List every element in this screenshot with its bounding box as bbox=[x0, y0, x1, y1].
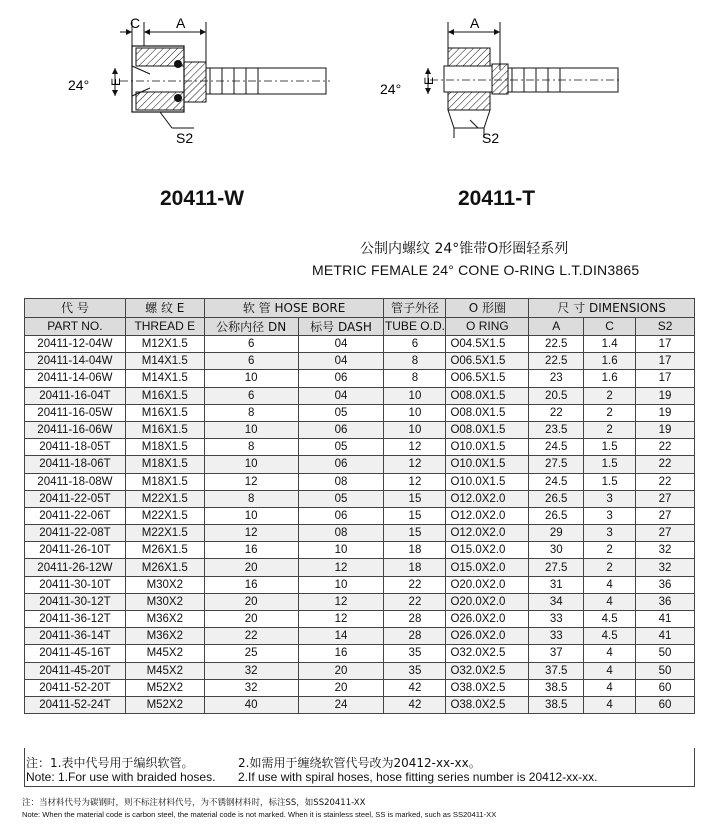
cell-dim-s2: 41 bbox=[636, 611, 695, 628]
header-part-cn: 代 号 bbox=[25, 299, 126, 318]
cell-dim-s2: 36 bbox=[636, 593, 695, 610]
cell-hose-dn: 8 bbox=[204, 439, 298, 456]
cell-part-no: 20411-14-06W bbox=[25, 370, 126, 387]
cell-dim-a: 34 bbox=[529, 593, 584, 610]
cell-hose-dn: 10 bbox=[204, 421, 298, 438]
cell-dim-s2: 19 bbox=[636, 404, 695, 421]
cell-hose-dash: 20 bbox=[298, 679, 384, 696]
cell-dim-c: 1.6 bbox=[584, 353, 636, 370]
cell-part-no: 20411-18-05T bbox=[25, 439, 126, 456]
fitting-drawing-t bbox=[370, 10, 650, 150]
table-row bbox=[25, 593, 695, 610]
header-tube-cn: 管子外径 bbox=[384, 299, 446, 318]
cell-dim-c: 1.6 bbox=[584, 370, 636, 387]
header-dimensions: 尺 寸 DIMENSIONS bbox=[529, 299, 695, 318]
cell-dim-c: 4 bbox=[584, 662, 636, 679]
cell-o-ring: O20.0X2.0 bbox=[446, 593, 529, 610]
cell-hose-dash: 04 bbox=[298, 336, 384, 353]
cell-thread: M14X1.5 bbox=[125, 370, 204, 387]
table-row bbox=[25, 507, 695, 524]
cell-hose-dash: 05 bbox=[298, 490, 384, 507]
cell-hose-dash: 06 bbox=[298, 507, 384, 524]
cell-hose-dash: 20 bbox=[298, 662, 384, 679]
header-thread-en: THREAD E bbox=[125, 317, 204, 336]
cell-dim-c: 1.5 bbox=[584, 456, 636, 473]
cell-part-no: 20411-26-12W bbox=[25, 559, 126, 576]
cell-dim-a: 38.5 bbox=[529, 696, 584, 713]
cell-hose-dash: 10 bbox=[298, 542, 384, 559]
cell-thread: M18X1.5 bbox=[125, 473, 204, 490]
cell-dim-c: 1.5 bbox=[584, 439, 636, 456]
cell-thread: M18X1.5 bbox=[125, 456, 204, 473]
cell-dim-c: 2 bbox=[584, 387, 636, 404]
cell-tube-od: 42 bbox=[384, 679, 446, 696]
cell-o-ring: O12.0X2.0 bbox=[446, 507, 529, 524]
cell-dim-a: 24.5 bbox=[529, 473, 584, 490]
cell-dim-a: 22 bbox=[529, 404, 584, 421]
cell-hose-dash: 12 bbox=[298, 593, 384, 610]
cell-dim-s2: 27 bbox=[636, 525, 695, 542]
cell-hose-dash: 12 bbox=[298, 559, 384, 576]
table-row bbox=[25, 370, 695, 387]
dim-e-label: E bbox=[422, 76, 436, 85]
cell-tube-od: 18 bbox=[384, 559, 446, 576]
cell-thread: M18X1.5 bbox=[125, 439, 204, 456]
cell-o-ring: O38.0X2.5 bbox=[446, 696, 529, 713]
cell-dim-s2: 32 bbox=[636, 542, 695, 559]
cell-hose-dn: 12 bbox=[204, 473, 298, 490]
cell-dim-a: 27.5 bbox=[529, 559, 584, 576]
cell-thread: M22X1.5 bbox=[125, 490, 204, 507]
cell-part-no: 20411-22-06T bbox=[25, 507, 126, 524]
dim-a-label: A bbox=[176, 15, 186, 31]
header-a: A bbox=[529, 317, 584, 336]
cell-dim-c: 4.5 bbox=[584, 628, 636, 645]
header-hose-bore: 软 管 HOSE BORE bbox=[204, 299, 384, 318]
cell-tube-od: 28 bbox=[384, 628, 446, 645]
cell-hose-dash: 08 bbox=[298, 473, 384, 490]
cell-hose-dn: 16 bbox=[204, 542, 298, 559]
cell-tube-od: 22 bbox=[384, 576, 446, 593]
cell-tube-od: 18 bbox=[384, 542, 446, 559]
cell-thread: M22X1.5 bbox=[125, 525, 204, 542]
table-row bbox=[25, 696, 695, 713]
cell-hose-dash: 10 bbox=[298, 576, 384, 593]
cell-dim-s2: 17 bbox=[636, 336, 695, 353]
table-row bbox=[25, 456, 695, 473]
cell-dim-s2: 41 bbox=[636, 628, 695, 645]
cell-dim-a: 26.5 bbox=[529, 507, 584, 524]
cell-o-ring: O26.0X2.0 bbox=[446, 628, 529, 645]
cell-dim-a: 24.5 bbox=[529, 439, 584, 456]
header-c: C bbox=[584, 317, 636, 336]
table-row bbox=[25, 542, 695, 559]
cell-hose-dn: 8 bbox=[204, 490, 298, 507]
cell-o-ring: O15.0X2.0 bbox=[446, 542, 529, 559]
cell-part-no: 20411-36-14T bbox=[25, 628, 126, 645]
table-row bbox=[25, 421, 695, 438]
header-tube-en: TUBE O.D. bbox=[384, 317, 446, 336]
cell-o-ring: O08.0X1.5 bbox=[446, 421, 529, 438]
cell-hose-dash: 06 bbox=[298, 421, 384, 438]
cell-part-no: 20411-16-06W bbox=[25, 421, 126, 438]
cone-angle-label: 24° bbox=[380, 81, 402, 97]
cell-dim-a: 29 bbox=[529, 525, 584, 542]
cell-dim-c: 3 bbox=[584, 525, 636, 542]
cell-part-no: 20411-52-20T bbox=[25, 679, 126, 696]
header-s2: S2 bbox=[636, 317, 695, 336]
cell-part-no: 20411-22-05T bbox=[25, 490, 126, 507]
cell-hose-dn: 10 bbox=[204, 507, 298, 524]
cell-o-ring: O10.0X1.5 bbox=[446, 456, 529, 473]
cell-tube-od: 22 bbox=[384, 593, 446, 610]
cell-tube-od: 42 bbox=[384, 696, 446, 713]
cell-dim-a: 33 bbox=[529, 611, 584, 628]
cell-hose-dash: 12 bbox=[298, 611, 384, 628]
cell-o-ring: O06.5X1.5 bbox=[446, 370, 529, 387]
cell-dim-a: 23 bbox=[529, 370, 584, 387]
cell-part-no: 20411-52-24T bbox=[25, 696, 126, 713]
cell-hose-dn: 32 bbox=[204, 662, 298, 679]
table-row bbox=[25, 611, 695, 628]
cell-part-no: 20411-16-05W bbox=[25, 404, 126, 421]
cell-tube-od: 15 bbox=[384, 490, 446, 507]
cell-dim-s2: 19 bbox=[636, 421, 695, 438]
cell-part-no: 20411-18-08W bbox=[25, 473, 126, 490]
dim-a-label: A bbox=[470, 15, 480, 31]
cell-dim-s2: 19 bbox=[636, 387, 695, 404]
cell-tube-od: 8 bbox=[384, 353, 446, 370]
table-row bbox=[25, 679, 695, 696]
table-row bbox=[25, 559, 695, 576]
cell-hose-dn: 10 bbox=[204, 456, 298, 473]
header-oring-cn: O 形圈 bbox=[446, 299, 529, 318]
cell-part-no: 20411-22-08T bbox=[25, 525, 126, 542]
cell-hose-dash: 04 bbox=[298, 387, 384, 404]
cell-thread: M16X1.5 bbox=[125, 421, 204, 438]
footnote-en: Note: When the material code is carbon steel, the material code is not marked. When it is stainless steel, SS is marked, such as SS20411-XX bbox=[22, 810, 497, 819]
cell-dim-c: 4 bbox=[584, 576, 636, 593]
cell-dim-s2: 17 bbox=[636, 353, 695, 370]
cell-part-no: 20411-30-10T bbox=[25, 576, 126, 593]
footnote-cn: 注：当材料代号为碳钢时，则不标注材料代号，为不锈钢材料时，标注SS，如SS20411-XX bbox=[22, 798, 366, 808]
cell-hose-dn: 40 bbox=[204, 696, 298, 713]
cell-tube-od: 28 bbox=[384, 611, 446, 628]
cell-hose-dn: 20 bbox=[204, 559, 298, 576]
cell-hose-dn: 20 bbox=[204, 593, 298, 610]
cell-thread: M26X1.5 bbox=[125, 542, 204, 559]
header-dash: 标号 DASH bbox=[298, 317, 384, 336]
cell-dim-c: 4 bbox=[584, 645, 636, 662]
cell-o-ring: O32.0X2.5 bbox=[446, 662, 529, 679]
note-en-1: Note: 1.For use with braided hoses. bbox=[26, 770, 216, 784]
cell-dim-a: 37.5 bbox=[529, 662, 584, 679]
title-chinese: 公制内螺纹 24°锥带O形圈轻系列 bbox=[360, 241, 569, 257]
cell-thread: M30X2 bbox=[125, 593, 204, 610]
table-row bbox=[25, 473, 695, 490]
cell-dim-s2: 50 bbox=[636, 645, 695, 662]
cell-hose-dn: 25 bbox=[204, 645, 298, 662]
table-row bbox=[25, 404, 695, 421]
header-part-en: PART NO. bbox=[25, 317, 126, 336]
cell-dim-s2: 32 bbox=[636, 559, 695, 576]
cell-hose-dash: 05 bbox=[298, 439, 384, 456]
cell-part-no: 20411-16-04T bbox=[25, 387, 126, 404]
cell-hose-dash: 08 bbox=[298, 525, 384, 542]
cell-tube-od: 6 bbox=[384, 336, 446, 353]
cell-thread: M45X2 bbox=[125, 662, 204, 679]
cell-dim-a: 37 bbox=[529, 645, 584, 662]
cell-tube-od: 12 bbox=[384, 473, 446, 490]
cell-o-ring: O08.0X1.5 bbox=[446, 387, 529, 404]
cell-dim-s2: 60 bbox=[636, 696, 695, 713]
model-label-w: 20411-W bbox=[160, 187, 245, 210]
cell-hose-dash: 05 bbox=[298, 404, 384, 421]
cell-o-ring: O15.0X2.0 bbox=[446, 559, 529, 576]
table-row bbox=[25, 662, 695, 679]
cell-dim-c: 4.5 bbox=[584, 611, 636, 628]
cell-hose-dn: 6 bbox=[204, 353, 298, 370]
cell-dim-a: 22.5 bbox=[529, 353, 584, 370]
cell-hose-dn: 12 bbox=[204, 525, 298, 542]
cell-dim-s2: 27 bbox=[636, 490, 695, 507]
cell-thread: M16X1.5 bbox=[125, 404, 204, 421]
cell-dim-s2: 50 bbox=[636, 662, 695, 679]
cell-tube-od: 35 bbox=[384, 662, 446, 679]
cell-thread: M14X1.5 bbox=[125, 353, 204, 370]
cell-dim-c: 4 bbox=[584, 593, 636, 610]
dim-s2-label: S2 bbox=[176, 130, 194, 146]
cell-dim-c: 4 bbox=[584, 679, 636, 696]
cell-dim-c: 1.5 bbox=[584, 473, 636, 490]
cell-dim-a: 26.5 bbox=[529, 490, 584, 507]
cell-tube-od: 8 bbox=[384, 370, 446, 387]
model-label-t: 20411-T bbox=[458, 187, 536, 210]
cell-dim-s2: 22 bbox=[636, 473, 695, 490]
note-cn-2: 2.如需用于缠绕软管代号改为20412-xx-xx。 bbox=[238, 756, 481, 770]
cell-dim-c: 4 bbox=[584, 696, 636, 713]
table-row bbox=[25, 628, 695, 645]
cell-part-no: 20411-14-04W bbox=[25, 353, 126, 370]
title-english: METRIC FEMALE 24° CONE O-RING L.T.DIN3865 bbox=[312, 262, 640, 278]
cell-tube-od: 10 bbox=[384, 387, 446, 404]
cell-thread: M22X1.5 bbox=[125, 507, 204, 524]
cell-hose-dash: 06 bbox=[298, 370, 384, 387]
cell-hose-dash: 04 bbox=[298, 353, 384, 370]
cell-hose-dash: 06 bbox=[298, 456, 384, 473]
cell-dim-a: 30 bbox=[529, 542, 584, 559]
cell-hose-dn: 8 bbox=[204, 404, 298, 421]
cell-thread: M36X2 bbox=[125, 611, 204, 628]
cell-part-no: 20411-36-12T bbox=[25, 611, 126, 628]
cell-tube-od: 35 bbox=[384, 645, 446, 662]
cell-tube-od: 10 bbox=[384, 404, 446, 421]
cell-part-no: 20411-45-16T bbox=[25, 645, 126, 662]
table-row bbox=[25, 387, 695, 404]
cell-dim-s2: 36 bbox=[636, 576, 695, 593]
cell-tube-od: 10 bbox=[384, 421, 446, 438]
cell-o-ring: O10.0X1.5 bbox=[446, 439, 529, 456]
cell-o-ring: O32.0X2.5 bbox=[446, 645, 529, 662]
header-dn: 公称内径 DN bbox=[204, 317, 298, 336]
cell-tube-od: 15 bbox=[384, 507, 446, 524]
note-en-2: 2.If use with spiral hoses, hose fitting series number is 20412-xx-xx. bbox=[238, 770, 598, 784]
cell-dim-a: 23.5 bbox=[529, 421, 584, 438]
cell-dim-c: 2 bbox=[584, 421, 636, 438]
table-row bbox=[25, 353, 695, 370]
cell-hose-dn: 6 bbox=[204, 387, 298, 404]
cell-o-ring: O04.5X1.5 bbox=[446, 336, 529, 353]
cell-dim-s2: 22 bbox=[636, 456, 695, 473]
cell-thread: M52X2 bbox=[125, 696, 204, 713]
header-oring-en: O RING bbox=[446, 317, 529, 336]
table-row bbox=[25, 525, 695, 542]
cell-dim-c: 2 bbox=[584, 404, 636, 421]
cell-dim-c: 3 bbox=[584, 490, 636, 507]
cell-dim-c: 2 bbox=[584, 559, 636, 576]
cell-part-no: 20411-18-06T bbox=[25, 456, 126, 473]
cell-thread: M12X1.5 bbox=[125, 336, 204, 353]
cell-tube-od: 15 bbox=[384, 525, 446, 542]
cell-dim-s2: 22 bbox=[636, 439, 695, 456]
note-cn-1: 注：1.表中代号用于编织软管。 bbox=[26, 756, 194, 770]
header-thread-cn: 螺 纹 E bbox=[125, 299, 204, 318]
cell-o-ring: O20.0X2.0 bbox=[446, 576, 529, 593]
cell-hose-dash: 16 bbox=[298, 645, 384, 662]
cell-part-no: 20411-45-20T bbox=[25, 662, 126, 679]
cell-thread: M36X2 bbox=[125, 628, 204, 645]
cell-hose-dn: 10 bbox=[204, 370, 298, 387]
cell-hose-dn: 32 bbox=[204, 679, 298, 696]
cell-dim-s2: 27 bbox=[636, 507, 695, 524]
cell-hose-dn: 16 bbox=[204, 576, 298, 593]
cell-part-no: 20411-26-10T bbox=[25, 542, 126, 559]
dim-e-label: E bbox=[109, 77, 123, 86]
cell-dim-a: 20.5 bbox=[529, 387, 584, 404]
cell-tube-od: 12 bbox=[384, 456, 446, 473]
spec-table bbox=[24, 298, 695, 714]
cell-dim-c: 1.4 bbox=[584, 336, 636, 353]
cell-dim-a: 31 bbox=[529, 576, 584, 593]
cell-o-ring: O38.0X2.5 bbox=[446, 679, 529, 696]
cell-dim-c: 3 bbox=[584, 507, 636, 524]
cell-hose-dn: 22 bbox=[204, 628, 298, 645]
cell-thread: M26X1.5 bbox=[125, 559, 204, 576]
cell-part-no: 20411-12-04W bbox=[25, 336, 126, 353]
cell-o-ring: O10.0X1.5 bbox=[446, 473, 529, 490]
fitting-drawing-w bbox=[60, 10, 340, 150]
dim-s2-label: S2 bbox=[482, 130, 500, 146]
table-row bbox=[25, 439, 695, 456]
cell-o-ring: O06.5X1.5 bbox=[446, 353, 529, 370]
dim-c-label: C bbox=[130, 15, 141, 31]
cell-thread: M30X2 bbox=[125, 576, 204, 593]
cell-o-ring: O08.0X1.5 bbox=[446, 404, 529, 421]
cell-o-ring: O26.0X2.0 bbox=[446, 611, 529, 628]
cell-dim-a: 38.5 bbox=[529, 679, 584, 696]
cone-angle-label: 24° bbox=[68, 77, 90, 93]
cell-part-no: 20411-30-12T bbox=[25, 593, 126, 610]
cell-hose-dn: 20 bbox=[204, 611, 298, 628]
cell-hose-dash: 14 bbox=[298, 628, 384, 645]
cell-dim-s2: 17 bbox=[636, 370, 695, 387]
cell-thread: M52X2 bbox=[125, 679, 204, 696]
cell-thread: M16X1.5 bbox=[125, 387, 204, 404]
cell-o-ring: O12.0X2.0 bbox=[446, 490, 529, 507]
cell-dim-a: 27.5 bbox=[529, 456, 584, 473]
cell-dim-c: 2 bbox=[584, 542, 636, 559]
cell-thread: M45X2 bbox=[125, 645, 204, 662]
table-row bbox=[25, 336, 695, 353]
cell-hose-dash: 24 bbox=[298, 696, 384, 713]
table-row bbox=[25, 645, 695, 662]
cell-o-ring: O12.0X2.0 bbox=[446, 525, 529, 542]
cell-tube-od: 12 bbox=[384, 439, 446, 456]
cell-dim-a: 33 bbox=[529, 628, 584, 645]
table-row bbox=[25, 576, 695, 593]
cell-dim-a: 22.5 bbox=[529, 336, 584, 353]
table-row bbox=[25, 490, 695, 507]
cell-dim-s2: 60 bbox=[636, 679, 695, 696]
cell-hose-dn: 6 bbox=[204, 336, 298, 353]
